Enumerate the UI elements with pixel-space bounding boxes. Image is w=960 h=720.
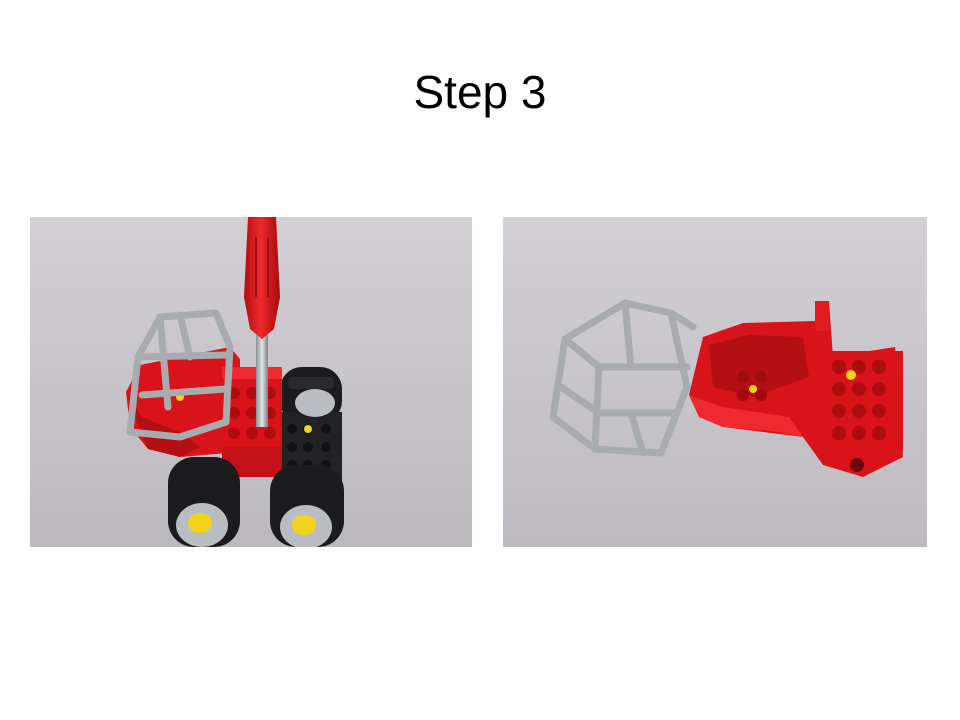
slide-title: Step 3 <box>413 66 547 118</box>
photo-cab-and-cage <box>503 217 927 547</box>
yellow-pin <box>304 425 312 433</box>
front-tire-right <box>270 465 344 547</box>
separated-parts-illustration <box>503 217 927 547</box>
front-tire-left <box>168 457 240 547</box>
rear-hub <box>295 389 335 417</box>
assembled-vehicle-illustration <box>30 217 472 547</box>
yellow-pin-cab <box>846 370 856 380</box>
photo-assembled-vehicle <box>30 217 472 547</box>
yellow-pin-seat <box>749 385 757 393</box>
